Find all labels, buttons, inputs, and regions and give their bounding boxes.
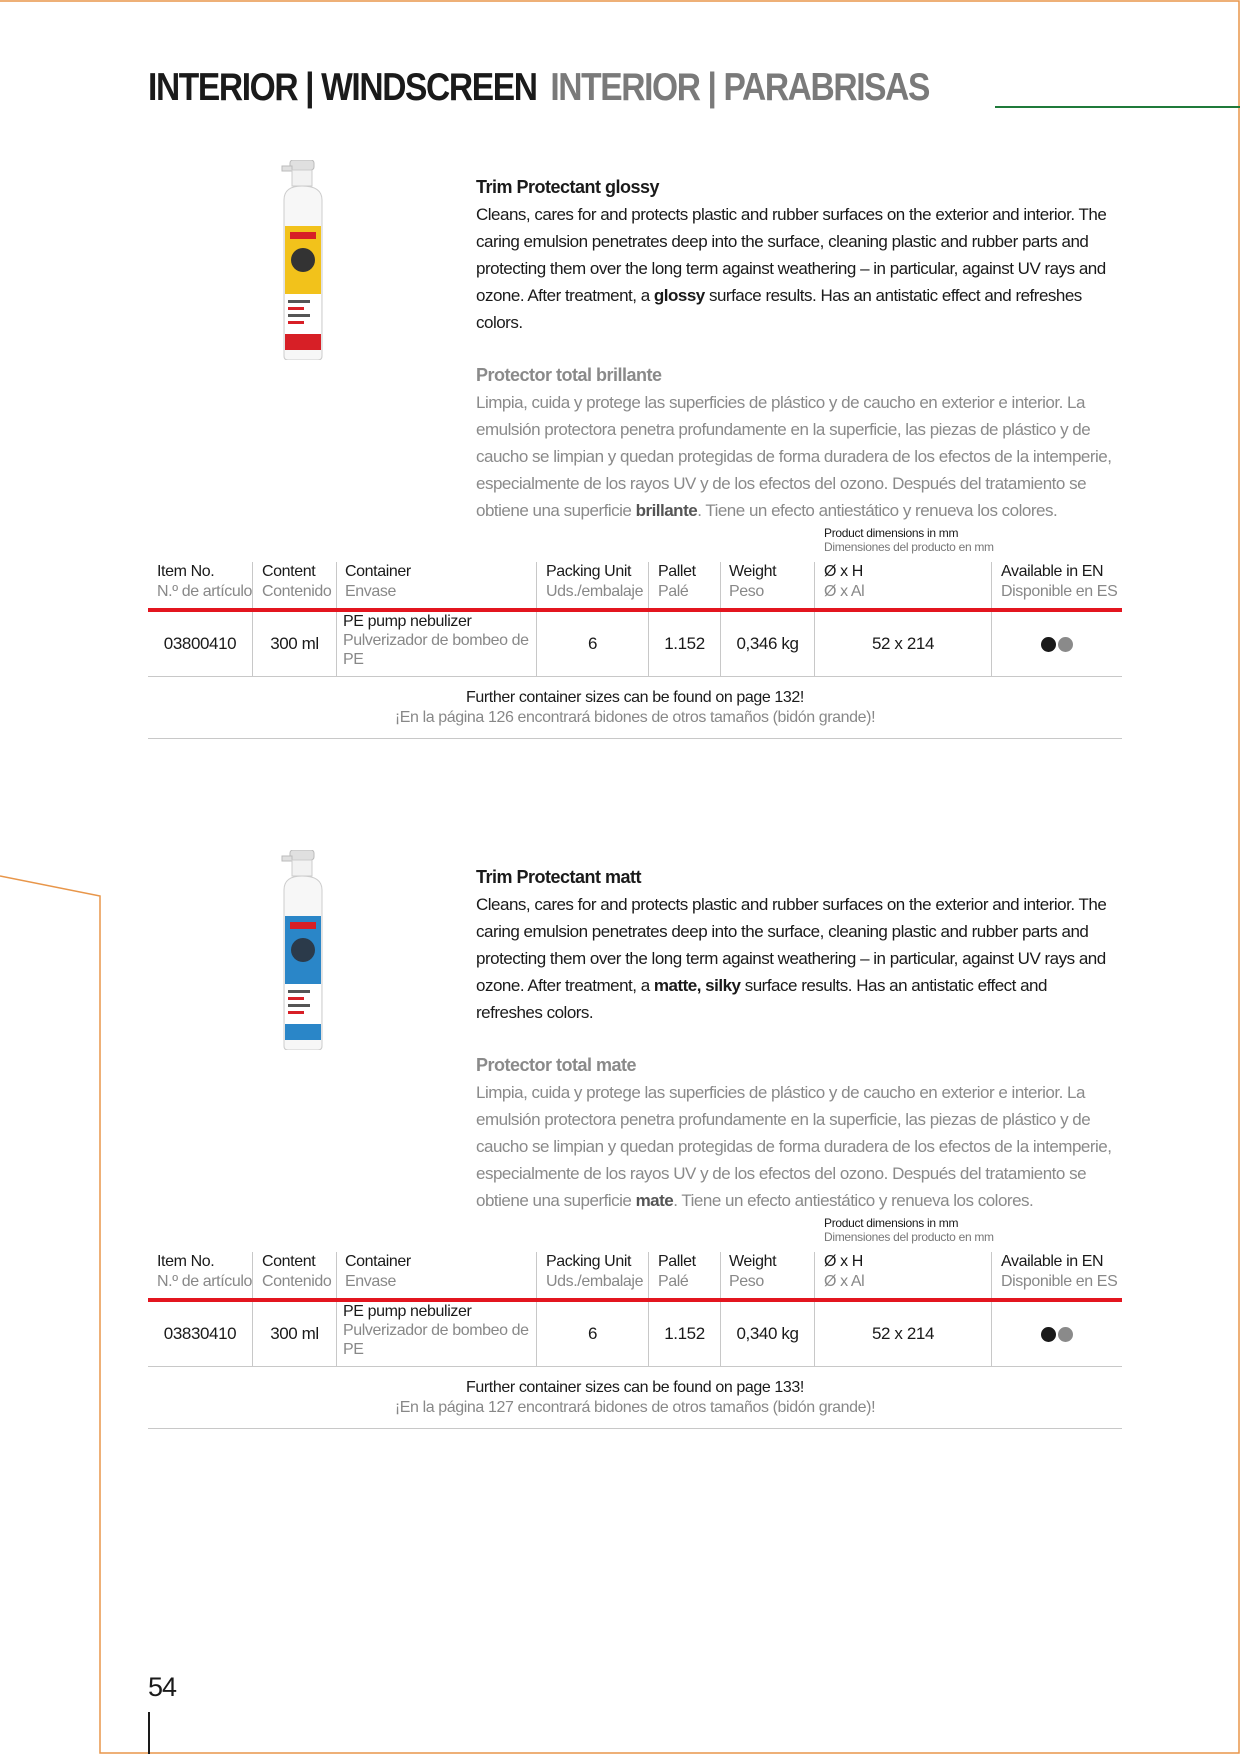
product-title-en: Trim Protectant glossy xyxy=(476,177,660,197)
header-pallet: Pallet Palé xyxy=(658,1253,696,1290)
table-header xyxy=(148,562,1122,608)
product-description-es: Limpia, cuida y protege las superficies de plástico y de caucho en exterior e interior. La emulsión protectora penetra profundamente en la superficie, las piezas de plástico y de caucho se limpian y quedan protegidas de forma duradera de los efectos de la intemperie, especialmente de los rayos UV y de los efectos del ozono. Después del tratamiento se obtiene una superficie brillante. Tiene un efecto antiestático y renueva los colores. xyxy=(476,393,1112,520)
header-content: Content Contenido xyxy=(262,1253,332,1290)
cell-container: PE pump nebulizer Pulverizador de bombeo de PE xyxy=(343,1303,529,1358)
page-number: 54 xyxy=(148,1672,177,1702)
cell-content: 300 ml xyxy=(270,634,319,653)
table-header xyxy=(148,1252,1122,1298)
cell-pallet: 1.152 xyxy=(664,1324,705,1343)
available-es-dot xyxy=(1058,1327,1073,1342)
cell-item-no: 03800410 xyxy=(163,634,237,653)
dimensions-note: Product dimensions in mm Dimensiones del producto en mm xyxy=(824,1216,994,1244)
product-description-es: Limpia, cuida y protege las superficies de plástico y de caucho en exterior e interior. La emulsión protectora penetra profundamente en la superficie, las piezas de plástico y de caucho se limpian y quedan protegidas de forma duradera de los efectos de la intemperie, especialmente de los rayos UV y de los efectos del ozono. Después del tratamiento se obtiene una superficie mate. Tiene un efecto antiestático y renueva los colores. xyxy=(476,1083,1112,1210)
cell-dimensions: 52 x 214 xyxy=(871,634,935,653)
green-header-rule xyxy=(995,106,1240,108)
available-es-dot xyxy=(1058,637,1073,652)
header-dimensions: Ø x H Ø x Al xyxy=(824,1253,865,1290)
product-title-es: Protector total mate xyxy=(476,1055,637,1075)
header-dimensions: Ø x H Ø x Al xyxy=(824,563,865,600)
header-container: Container Envase xyxy=(345,1253,411,1290)
available-en-dot xyxy=(1041,637,1056,652)
page-number-rule xyxy=(148,1712,150,1754)
header-item-no: Item No. N.º de artículo xyxy=(157,563,253,600)
cell-packing-unit: 6 xyxy=(587,1324,598,1343)
product-description-en: Cleans, cares for and protects plastic and rubber surfaces on the exterior and interior. The caring emulsion penetrates deep into the surface, cleaning plastic and rubber parts and protecting them over the long term against weathering – in particular, against UV rays and ozone. After treatment, a glossy surface results. Has an antistatic effect and refreshes colors. xyxy=(476,205,1107,332)
page-heading xyxy=(148,66,929,110)
header-packing-unit: Packing Unit Uds./embalaje xyxy=(546,1253,644,1290)
cell-available xyxy=(992,1302,1122,1366)
table-row xyxy=(148,612,1122,677)
product-title-es: Protector total brillante xyxy=(476,365,662,385)
pump-spray-bottle-blue-icon xyxy=(280,850,330,1050)
cell-container: PE pump nebulizer Pulverizador de bombeo de PE xyxy=(343,613,529,668)
header-packing-unit: Packing Unit Uds./embalaje xyxy=(546,563,644,600)
cell-pallet: 1.152 xyxy=(664,634,705,653)
available-en-dot xyxy=(1041,1327,1056,1342)
dimensions-note: Product dimensions in mm Dimensiones del producto en mm xyxy=(824,526,994,554)
cell-content: 300 ml xyxy=(270,1324,319,1343)
header-container: Container Envase xyxy=(345,563,411,600)
container-sizes-note: Further container sizes can be found on page 133! ¡En la página 127 encontrará bidones de otros tamaños (bidón grande)! xyxy=(148,1366,1122,1429)
pump-spray-bottle-yellow-icon xyxy=(280,160,330,360)
product-title-en: Trim Protectant matt xyxy=(476,867,642,887)
cell-item-no: 03830410 xyxy=(163,1324,237,1343)
product-description-en: Cleans, cares for and protects plastic and rubber surfaces on the exterior and interior. The caring emulsion penetrates deep into the surface, cleaning plastic and rubber parts and protecting them over the long term against weathering – in particular, against UV rays and ozone. After treatment, a matte, silky surface results. Has an antistatic effect and refreshes colors. xyxy=(476,895,1107,1022)
cell-weight: 0,340 kg xyxy=(736,1324,799,1343)
header-available: Available in EN Disponible en ES xyxy=(1001,1253,1118,1290)
cell-weight: 0,346 kg xyxy=(736,634,799,653)
cell-packing-unit: 6 xyxy=(587,634,598,653)
header-weight: Weight Peso xyxy=(729,563,777,600)
heading-en: INTERIOR | WINDSCREEN xyxy=(148,66,537,109)
cell-dimensions: 52 x 214 xyxy=(871,1324,935,1343)
header-item-no: Item No. N.º de artículo xyxy=(157,1253,253,1290)
header-available: Available in EN Disponible en ES xyxy=(1001,563,1118,600)
cell-available xyxy=(992,612,1122,676)
heading-es: INTERIOR | PARABRISAS xyxy=(550,66,929,109)
table-row xyxy=(148,1302,1122,1367)
header-pallet: Pallet Palé xyxy=(658,563,696,600)
header-content: Content Contenido xyxy=(262,563,332,600)
container-sizes-note: Further container sizes can be found on page 132! ¡En la página 126 encontrará bidones de otros tamaños (bidón grande)! xyxy=(148,676,1122,739)
header-weight: Weight Peso xyxy=(729,1253,777,1290)
